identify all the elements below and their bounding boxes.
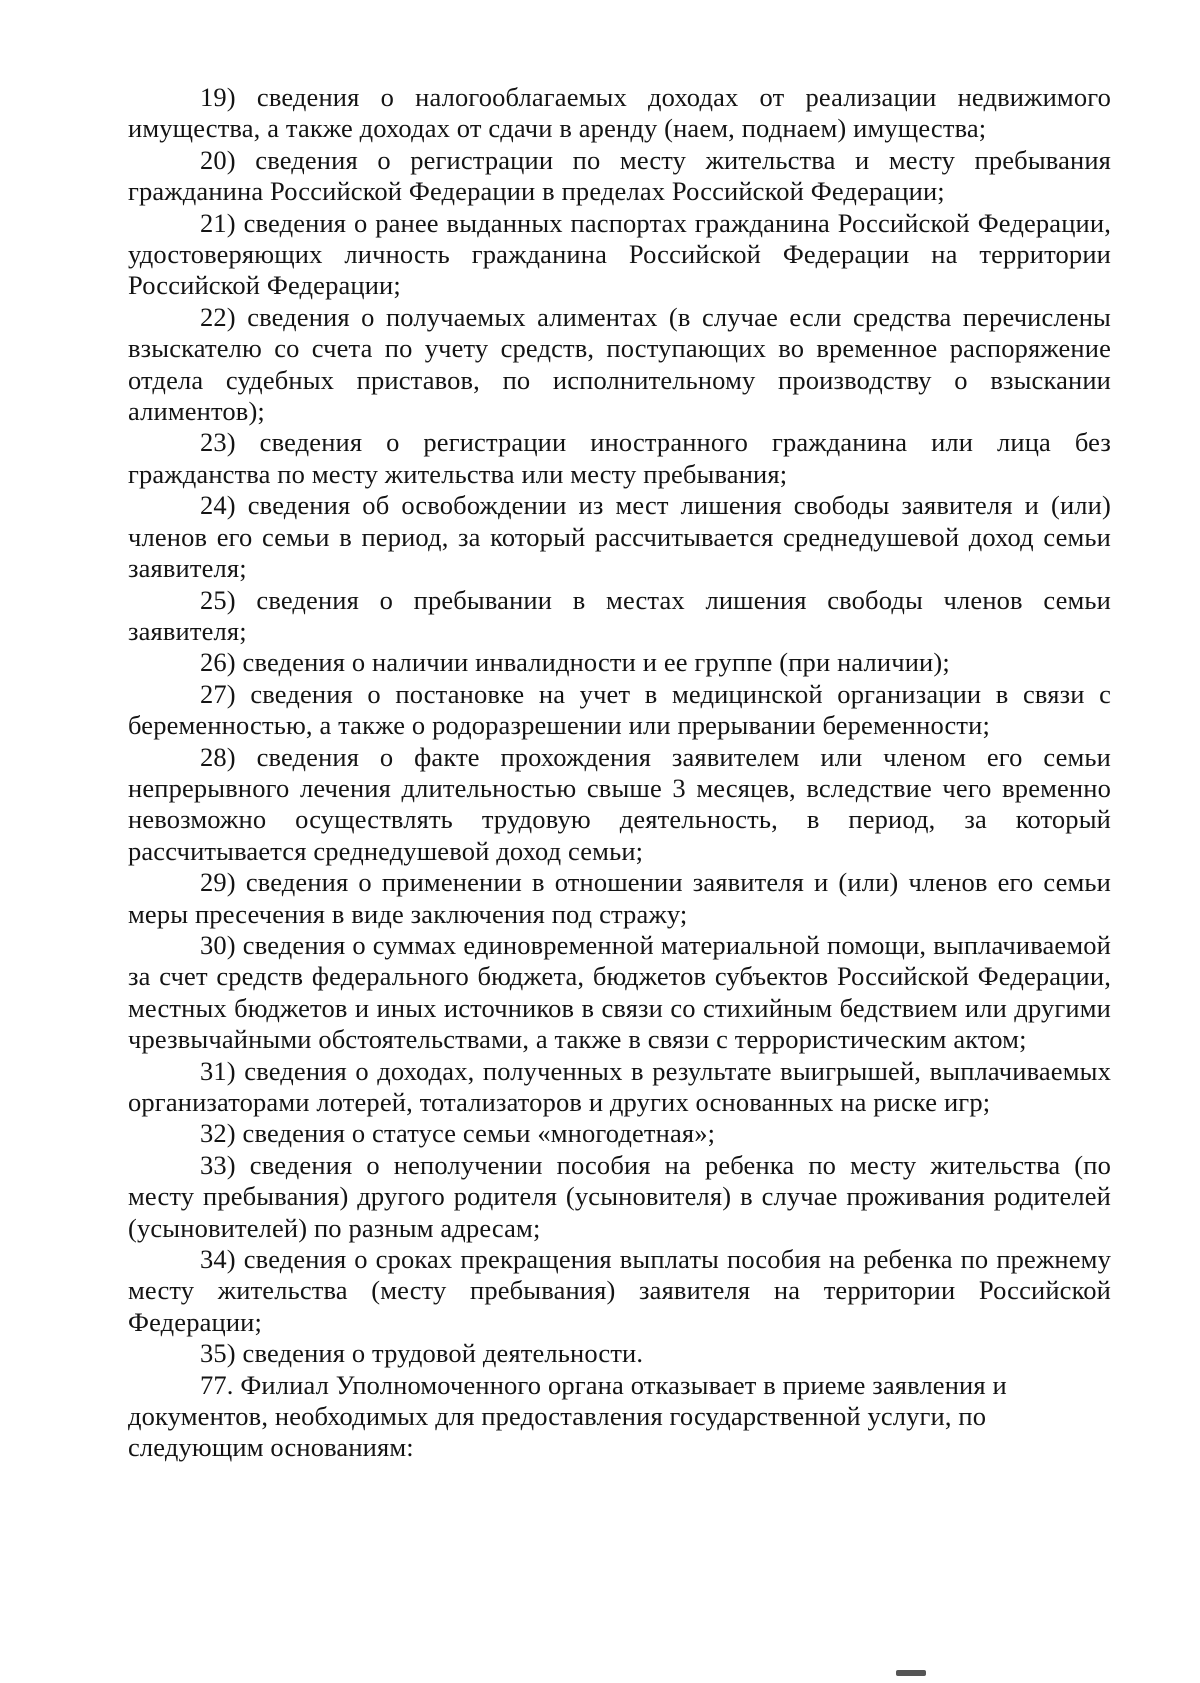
list-item-24: 24) сведения об освобождении из мест лишения свободы заявителя и (или) членов его семьи в период, за который рассчитывается среднедушевой доход семьи заявителя; — [128, 490, 1111, 584]
document-body — [128, 82, 1111, 1464]
list-item-28: 28) сведения о факте прохождения заявителем или членом его семьи непрерывного лечения длительностью свыше 3 месяцев, вследствие чего временно невозможно осуществлять трудовую деятельность, в период, за который рассчитывается среднедушевой доход семьи; — [128, 741, 1111, 866]
list-item-26: 26) сведения о наличии инвалидности и ее группе (при наличии); — [200, 647, 950, 678]
list-item-32: 32) сведения о статусе семьи «многодетная»; — [200, 1118, 716, 1149]
list-item-33: 33) сведения о неполучении пособия на ребенка по месту жительства (по месту пребывания) другого родителя (усыновителя) в случае проживания родителей (усыновителей) по разным адресам; — [128, 1149, 1111, 1243]
clause-77: 77. Филиал Уполномоченного органа отказывает в приеме заявления и документов, необходимых для предоставления государственной услуги, по следующим основаниям: — [128, 1369, 1007, 1463]
list-item-21: 21) сведения о ранее выданных паспортах гражданина Российской Федерации, удостоверяющих личность гражданина Российской Федерации на территории Российской Федерации; — [128, 207, 1111, 301]
list-item-22: 22) сведения о получаемых алиментах (в случае если средства перечислены взыскателю со счета по учету средств, поступающих во временное распоряжение отдела судебных приставов, по исполнительному производству о взыскании алиментов); — [128, 301, 1111, 427]
list-item-34: 34) сведения о сроках прекращения выплаты пособия на ребенка по прежнему месту жительства (месту пребывания) заявителя на территории Российской Федерации; — [128, 1244, 1111, 1337]
list-item-30: 30) сведения о суммах единовременной материальной помощи, выплачиваемой за счет средств федерального бюджета, бюджетов субъектов Российской Федерации, местных бюджетов и иных источников в связи со стихийным бедствием или другими чрезвычайными обстоятельствами, а также в связи с террористическим актом; — [128, 929, 1111, 1055]
list-item-23: 23) сведения о регистрации иностранного гражданина или лица без гражданства по месту жительства или месту пребывания; — [128, 427, 1111, 489]
list-item-35: 35) сведения о трудовой деятельности. — [200, 1338, 644, 1369]
page-number-fragment — [896, 1670, 926, 1676]
list-item-19: 19) сведения о налогооблагаемых доходах от реализации недвижимого имущества, а также доходах от сдачи в аренду (наем, поднаем) имущества; — [128, 82, 1111, 144]
list-item-31: 31) сведения о доходах, полученных в результате выигрышей, выплачиваемых организаторами лотерей, тотализаторов и других основанных на риске игр; — [128, 1055, 1111, 1117]
list-item-20: 20) сведения о регистрации по месту жительства и месту пребывания гражданина Российской Федерации в пределах Российской Федерации; — [128, 144, 1111, 207]
list-item-27: 27) сведения о постановке на учет в медицинской организации в связи с беременностью, а также о родоразрешении или прерывании беременности; — [128, 678, 1111, 741]
list-item-25: 25) сведения о пребывании в местах лишения свободы членов семьи заявителя; — [128, 584, 1111, 646]
list-item-29: 29) сведения о применении в отношении заявителя и (или) членов его семьи меры пресечения в виде заключения под стражу; — [128, 867, 1111, 929]
